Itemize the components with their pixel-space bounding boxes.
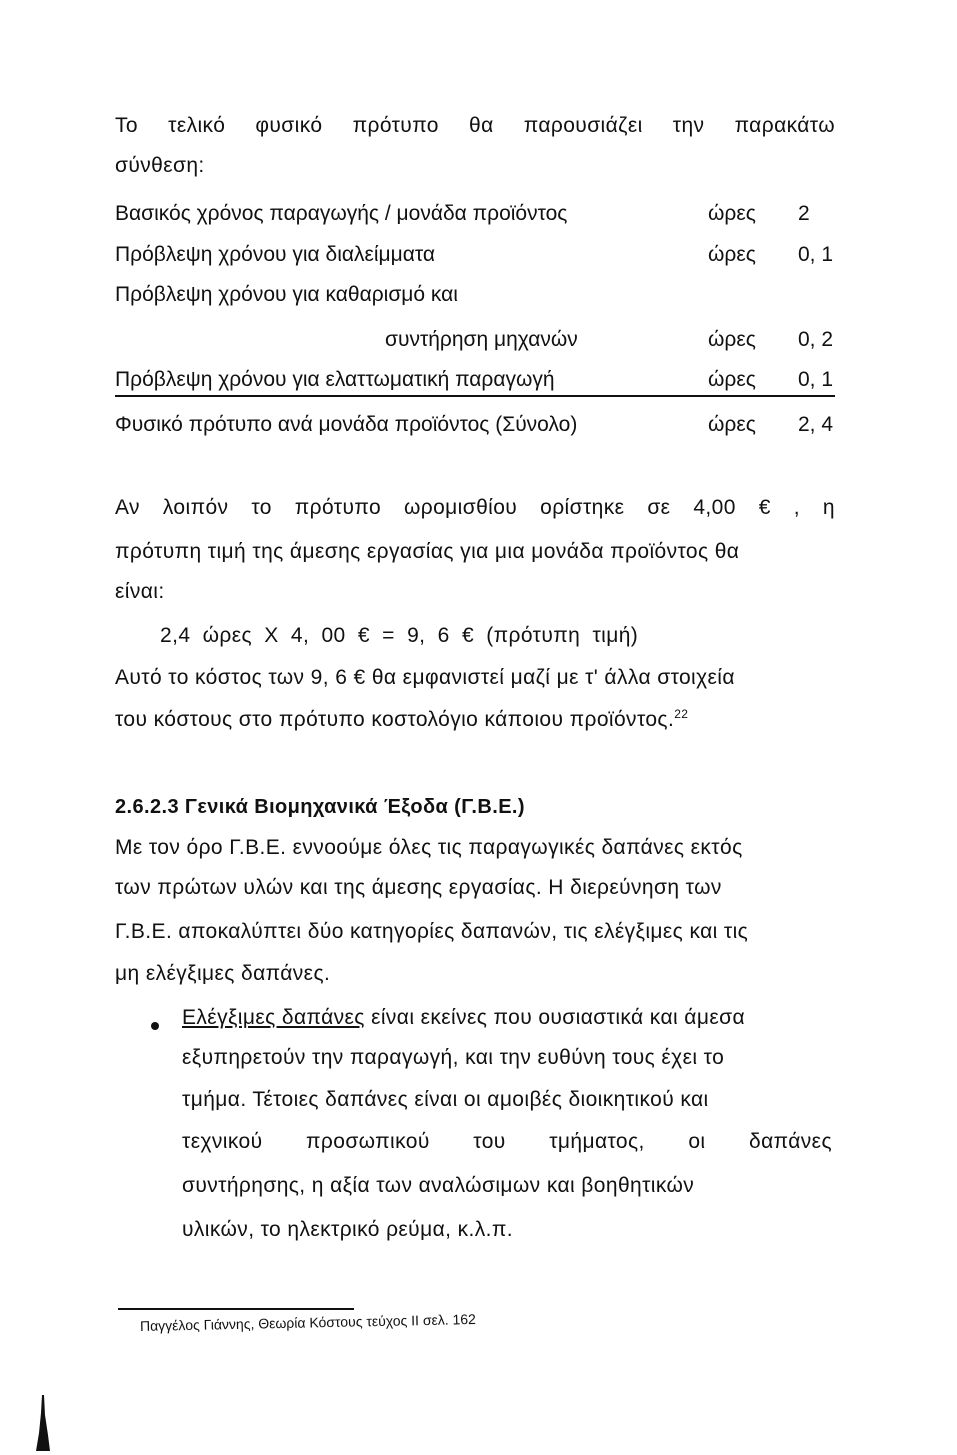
word: το xyxy=(251,496,272,519)
footnote-text: Παγγέλος Γιάννης, Θεωρία Κόστους τεύχος ΙΙ σελ. 162 xyxy=(139,1310,477,1334)
table-row xyxy=(115,328,835,358)
word: Αν xyxy=(115,496,140,519)
word: € xyxy=(758,496,771,519)
row-unit: ώρες xyxy=(708,328,756,351)
section-line-2: των πρώτων υλών και της άμεσης εργασίας. Η διερεύνηση των xyxy=(115,876,722,899)
section-line-1: Με τον όρο Γ.Β.Ε. εννοούμε όλες τις παραγωγικές δαπάνες εκτός xyxy=(115,836,743,859)
table-row-underlined xyxy=(115,368,835,398)
para2-line-2: πρότυπη τιμή της άμεσης εργασίας για μια μονάδα προϊόντος θα xyxy=(115,540,740,563)
section-line-3: Γ.Β.Ε. αποκαλύπτει δύο κατηγορίες δαπανών, τις ελέγξιμες και τις xyxy=(115,920,749,943)
word: ορίστηκε xyxy=(540,496,625,519)
para2-line-5-text: του κόστους στο πρότυπο κοστολόγιο κάποιου προϊόντος. xyxy=(115,708,675,731)
row-label: Βασικός χρόνος παραγωγής / μονάδα προϊόντος xyxy=(115,202,568,225)
word: θα xyxy=(469,114,494,137)
table-row xyxy=(115,283,835,313)
row-unit: ώρες xyxy=(708,368,756,391)
table-rule xyxy=(115,395,835,397)
section-heading: 2.6.2.3 Γενικά Βιομηχανικά Έξοδα (Γ.Β.Ε.) xyxy=(115,796,525,818)
para2-line-4: Αυτό το κόστος των 9, 6 € θα εμφανιστεί μαζί με τ' άλλα στοιχεία xyxy=(115,666,735,689)
para2-line-1 xyxy=(115,496,835,520)
row-value: 0, 1 xyxy=(798,243,834,266)
row-label: συντήρηση μηχανών xyxy=(385,328,578,351)
word: τμήματος, xyxy=(549,1130,645,1153)
row-label: Πρόβλεψη χρόνου για καθαρισμό και xyxy=(115,283,458,306)
row-unit: ώρες xyxy=(708,202,756,225)
word: προσωπικού xyxy=(306,1130,430,1153)
row-value: 0, 1 xyxy=(798,368,834,391)
row-label: Πρόβλεψη χρόνου για ελαττωματική παραγωγή xyxy=(115,368,555,391)
word: την xyxy=(672,114,705,137)
word: πρότυπο xyxy=(294,496,382,519)
table-row xyxy=(115,202,835,232)
para2-line-3: είναι: xyxy=(115,580,165,603)
bullet-line-4 xyxy=(182,1130,832,1154)
scan-artifact-mark xyxy=(36,1395,50,1451)
bullet-term: Ελέγξιμες δαπάνες xyxy=(182,1006,365,1029)
bullet-line-3: τμήμα. Τέτοιες δαπάνες είναι οι αμοιβές διοικητικού και xyxy=(182,1088,709,1111)
para2-line-5 xyxy=(115,708,688,732)
word: φυσικό xyxy=(255,114,323,137)
row-value: 2 xyxy=(798,202,810,225)
bullet-line-5: συντήρησης, η αξία των αναλώσιμων και βοηθητικών xyxy=(182,1174,695,1197)
word: η xyxy=(822,496,835,519)
word: λοιπόν xyxy=(162,496,229,519)
row-label: Φυσικό πρότυπο ανά μονάδα προϊόντος (Σύνολο) xyxy=(115,413,578,436)
row-value: 2, 4 xyxy=(798,413,834,436)
word: παρουσιάζει xyxy=(523,114,643,137)
word: παρακάτω xyxy=(734,114,835,137)
word: 4,00 xyxy=(693,496,736,519)
word: Το xyxy=(115,114,138,137)
footnote-ref: 22 xyxy=(674,707,689,721)
bullet-dot xyxy=(151,1022,159,1030)
footnote-rule xyxy=(118,1308,354,1310)
intro-line-1 xyxy=(115,114,835,138)
bullet-line-6: υλικών, το ηλεκτρικό ρεύμα, κ.λ.π. xyxy=(182,1218,513,1241)
word: τελικό xyxy=(168,114,226,137)
bullet-line-1 xyxy=(182,1006,745,1030)
row-value: 0, 2 xyxy=(798,328,834,351)
word: πρότυπο xyxy=(352,114,439,137)
word: οι xyxy=(688,1130,706,1153)
row-label: Πρόβλεψη χρόνου για διαλείμματα xyxy=(115,243,436,266)
row-unit: ώρες xyxy=(708,243,756,266)
bullet-line-2: εξυπηρετούν την παραγωγή, και την ευθύνη τους έχει το xyxy=(182,1046,725,1069)
word: ωρομισθίου xyxy=(403,496,518,519)
bullet-line-1-rest: είναι εκείνες που ουσιαστικά και άμεσα xyxy=(371,1006,745,1029)
word: του xyxy=(473,1130,506,1153)
word: τεχνικού xyxy=(182,1130,263,1153)
word: δαπάνες xyxy=(749,1130,832,1153)
intro-line-2: σύνθεση: xyxy=(115,154,205,177)
row-unit: ώρες xyxy=(708,413,756,436)
table-row-total xyxy=(115,413,835,443)
section-line-4: μη ελέγξιμες δαπάνες. xyxy=(115,962,331,985)
word: , xyxy=(793,496,800,519)
word: σε xyxy=(647,496,671,519)
table-row xyxy=(115,243,835,273)
formula-line: 2,4 ώρες Χ 4, 00 € = 9, 6 € (πρότυπη τιμή) xyxy=(160,624,639,647)
